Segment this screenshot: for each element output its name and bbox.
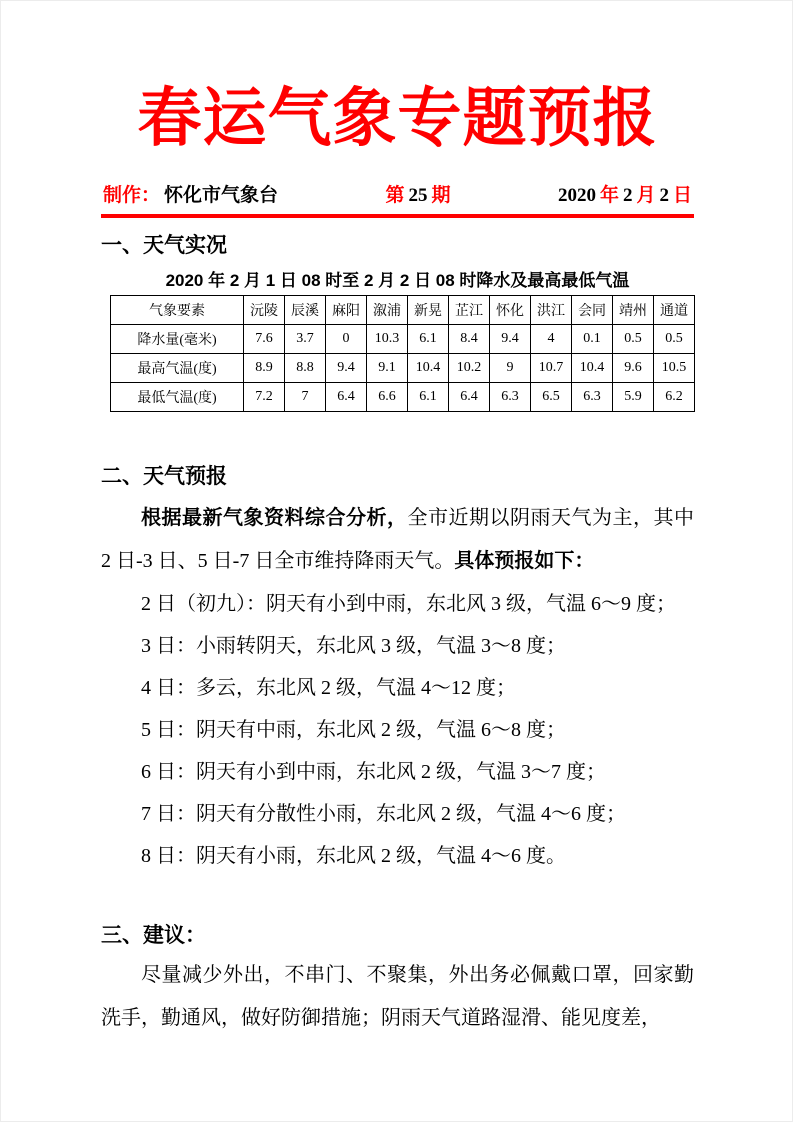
cell-value: 10.4 (408, 353, 449, 382)
forecast-day-4: 4 日：多云，东北风 2 级，气温 4～12 度； (141, 676, 516, 699)
row-label: 最低气温(度) (111, 382, 244, 411)
row-label: 最高气温(度) (111, 353, 244, 382)
cell-value: 10.5 (654, 353, 695, 382)
forecast-day-7: 7 日：阴天有分散性小雨，东北风 2 级，气温 4～6 度； (141, 802, 626, 825)
cell-value: 7 (285, 382, 326, 411)
forecast-day-6: 6 日：阴天有小到中雨，东北风 2 级，气温 3～7 度； (141, 760, 606, 783)
col-header-city: 通道 (654, 295, 695, 324)
forecast-intro-paragraph (101, 497, 694, 583)
cell-value: 7.6 (244, 324, 285, 353)
cell-value: 9.6 (613, 353, 654, 382)
issue-date: 2020 年 2 月 2 日 (557, 184, 692, 206)
cell-value: 6.4 (326, 382, 367, 411)
table-row-max-temp (111, 353, 695, 382)
cell-value: 0.5 (613, 324, 654, 353)
cell-value: 10.3 (367, 324, 408, 353)
cell-value: 9 (490, 353, 531, 382)
cell-value: 0 (326, 324, 367, 353)
cell-value: 4 (531, 324, 572, 353)
weather-table (110, 295, 695, 412)
forecast-day-5: 5 日：阴天有中雨，东北风 2 级，气温 6～8 度； (141, 718, 566, 741)
cell-value: 9.4 (326, 353, 367, 382)
cell-value: 0.1 (572, 324, 613, 353)
cell-value: 6.2 (654, 382, 695, 411)
byline-maker (101, 180, 280, 207)
col-header-city: 麻阳 (326, 295, 367, 324)
cell-value: 7.2 (244, 382, 285, 411)
issue-number: 第 25 期 (385, 184, 451, 206)
cell-value: 6.6 (367, 382, 408, 411)
col-header-city: 芷江 (449, 295, 490, 324)
col-header-city: 洪江 (531, 295, 572, 324)
forecast-intro-text: 全市近期以阴雨天气为主，其中 2 日-3 日、5 日-7 日全市维持降雨天气。 (101, 506, 694, 572)
forecast-day-8: 8 日：阴天有小雨，东北风 2 级，气温 4～6 度。 (141, 844, 566, 867)
weather-table-caption: 2020 年 2 月 1 日 08 时至 2 月 2 日 08 时降水及最高最低气温 (165, 270, 630, 290)
cell-value: 10.7 (531, 353, 572, 382)
forecast-intro-bold-tail: 具体预报如下： (454, 549, 595, 572)
col-header-city: 溆浦 (367, 295, 408, 324)
cell-value: 3.7 (285, 324, 326, 353)
cell-value: 8.9 (244, 353, 285, 382)
cell-value: 6.1 (408, 382, 449, 411)
forecast-day-3: 3 日：小雨转阴天，东北风 3 级，气温 3～8 度； (141, 634, 566, 657)
section-3-heading: 三、建议： (101, 923, 206, 947)
forecast-day-2: 2 日（初九）：阴天有小到中雨，东北风 3 级，气温 6～9 度； (141, 592, 676, 615)
cell-value: 8.4 (449, 324, 490, 353)
col-header-city: 辰溪 (285, 295, 326, 324)
cell-value: 10.2 (449, 353, 490, 382)
cell-value: 0.5 (654, 324, 695, 353)
cell-value: 6.3 (490, 382, 531, 411)
byline (101, 180, 694, 207)
cell-value: 9.4 (490, 324, 531, 353)
document-title: 春运气象专题预报 (137, 83, 658, 154)
cell-value: 8.8 (285, 353, 326, 382)
row-label: 降水量(毫米) (111, 324, 244, 353)
col-header-city: 会同 (572, 295, 613, 324)
cell-value: 6.5 (531, 382, 572, 411)
maker-label: 制作： (103, 184, 161, 206)
section-1-heading: 一、天气实况 (101, 233, 227, 257)
cell-value: 6.4 (449, 382, 490, 411)
col-header-city: 靖州 (613, 295, 654, 324)
red-divider (101, 214, 694, 218)
advice-paragraph: 尽量减少外出，不串门、不聚集，外出务必佩戴口罩，回家勤洗手，勤通风，做好防御措施；阴雨天气道路湿滑、能见度差， (101, 963, 694, 1029)
forecast-intro-bold-lead: 根据最新气象资料综合分析， (141, 506, 408, 529)
cell-value: 6.1 (408, 324, 449, 353)
col-header-element: 气象要素 (111, 295, 244, 324)
table-row-precipitation (111, 324, 695, 353)
table-header-row (111, 295, 695, 324)
cell-value: 6.3 (572, 382, 613, 411)
col-header-city: 怀化 (490, 295, 531, 324)
maker-name: 怀化市气象台 (164, 184, 279, 206)
section-2-heading: 二、天气预报 (101, 464, 227, 488)
col-header-city: 沅陵 (244, 295, 285, 324)
cell-value: 5.9 (613, 382, 654, 411)
table-row-min-temp (111, 382, 695, 411)
cell-value: 10.4 (572, 353, 613, 382)
col-header-city: 新晃 (408, 295, 449, 324)
cell-value: 9.1 (367, 353, 408, 382)
